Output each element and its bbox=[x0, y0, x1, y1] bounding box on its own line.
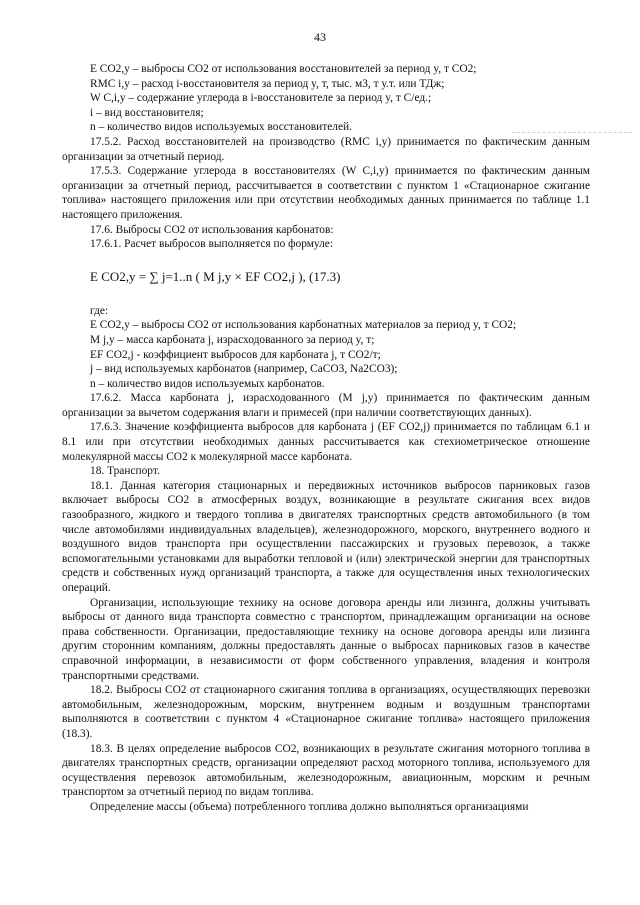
paragraph-18-1: 18.1. Данная категория стационарных и передвижных источников выбросов парниковых газов включает выбросы CO2 в атмосферных воздух, возникающие в результате сжигания всех видов газообразного, жидкого и твердого топлива в двигателях транспортных средств автомобильного (в том числе автомобилями индивидуальных владельцев), железнодорожного, морского, внутреннего водного и воздушного видов транспорта при осуществлении пассажирских и грузовых перевозок, а также вспомогательными установками для выработки тепловой и (или) электрической энергии для транспортных средств и собственных нужд организаций транспорта, а также для осуществления иных технологических операций. bbox=[62, 479, 590, 594]
formula-17-3: E CO2,y = ∑ j=1..n ( M j,y × EF CO2,j ), (17.3) bbox=[90, 268, 341, 284]
page-number: 43 bbox=[314, 30, 326, 44]
paragraph-17-5-3: 17.5.3. Содержание углерода в восстановителях (W C,i,y) принимается по фактическим данным организации за отчетный период, рассчитывается в соответствии с пунктом 1 «Стационарное сжигание топлива» настоящего приложения или при отсутствии необходимых данных принимается по таблице 1.1 настоящего приложения. bbox=[62, 165, 590, 221]
paragraph-17-6: 17.6. Выбросы CO2 от использования карбонатов: bbox=[90, 223, 334, 236]
paragraph-17-6-2: 17.6.2. Масса карбоната j, израсходованного (M j,y) принимается по фактическим данным организации за вычетом содержания влаги и примесей (при наличии соответствующих данных). bbox=[62, 392, 590, 419]
paragraph-18-3: 18.3. В целях определение выбросов CO2, возникающих в результате сжигания моторного топлива в двигателях транспортных средств, организации определяют расход моторного топлива, используемого для осуществления перевозок автомобильным, железнодорожным, авиационным, морским и речным транспортом за отчетный период по видам топлива. bbox=[62, 742, 590, 799]
definition-n-reducers: n – количество видов используемых восстановителей. bbox=[90, 121, 352, 134]
definition-j: j – вид используемых карбонатов (например, CaCO3, Na2CO3); bbox=[90, 363, 398, 376]
definition-m-carbonate: M j,y – масса карбоната j, израсходованного за период y, т; bbox=[90, 333, 375, 346]
definition-n-carbonates: n – количество видов используемых карбонатов. bbox=[90, 377, 325, 390]
definition-ef: EF CO2,j - коэффициент выбросов для карбоната j, т CO2/т; bbox=[90, 348, 381, 361]
definition-i: i – вид восстановителя; bbox=[90, 106, 204, 119]
section-18-heading: 18. Транспорт. bbox=[90, 465, 160, 478]
paragraph-organizations-leasing: Организации, использующие технику на основе договора аренды или лизинга, должны учитывать выбросы от данного вида транспорта совместно с транспортом, принадлежащим организации на основе права собственности. Организации, предоставляющие технику на основе договора аренды или лизинга другим сторонним компаниям, должны предоставлять данные о выбросах парниковых газов в качестве справочной информации, в независимости от форм собственного управления, владения и контроля транспортными средствами. bbox=[62, 596, 590, 682]
definition-e-co2-carbonates: E CO2,y – выбросы CO2 от использования карбонатных материалов за период y, т CO2; bbox=[90, 319, 517, 332]
paragraph-18-2: 18.2. Выбросы CO2 от стационарного сжигания топлива в организациях, осуществляющих перевозки автомобильным, железнодорожным, морским, внутреннем водным и воздушным транспортами выполняются в соответствии с пунктом 4 «Стационарное сжигание топлива» настоящего приложения (18.3). bbox=[62, 684, 590, 740]
where-label: где: bbox=[90, 304, 109, 317]
definition-w-carbon: W C,i,y – содержание углерода в i-восстановителе за период y, т С/ед.; bbox=[90, 92, 432, 105]
paragraph-17-6-3: 17.6.3. Значение коэффициента выбросов для карбоната j (EF CO2,j) принимается по таблицам 6.1 и 8.1 или при отсутствии необходимых данных рассчитывается как стехиометрическое отношение молекулярной массы CO2 к молекулярной массе карбоната. bbox=[62, 421, 590, 463]
paragraph-17-5-2: 17.5.2. Расход восстановителей на производство (RMC i,y) принимается по фактическим данным организации за отчетный период. bbox=[62, 135, 590, 163]
paragraph-fuel-mass: Определение массы (объема) потребленного топлива должно выполняться организациями bbox=[90, 800, 529, 813]
definition-rmc: RMC i,y – расход i-восстановителя за период y, т, тыс. м3, т у.т. или ТДж; bbox=[90, 77, 445, 90]
definition-e-co2: E CO2,y – выбросы CO2 от использования восстановителей за период y, т CO2; bbox=[90, 63, 477, 75]
paragraph-17-6-1: 17.6.1. Расчет выбросов выполняется по формуле: bbox=[90, 238, 334, 251]
page-body bbox=[62, 62, 590, 815]
